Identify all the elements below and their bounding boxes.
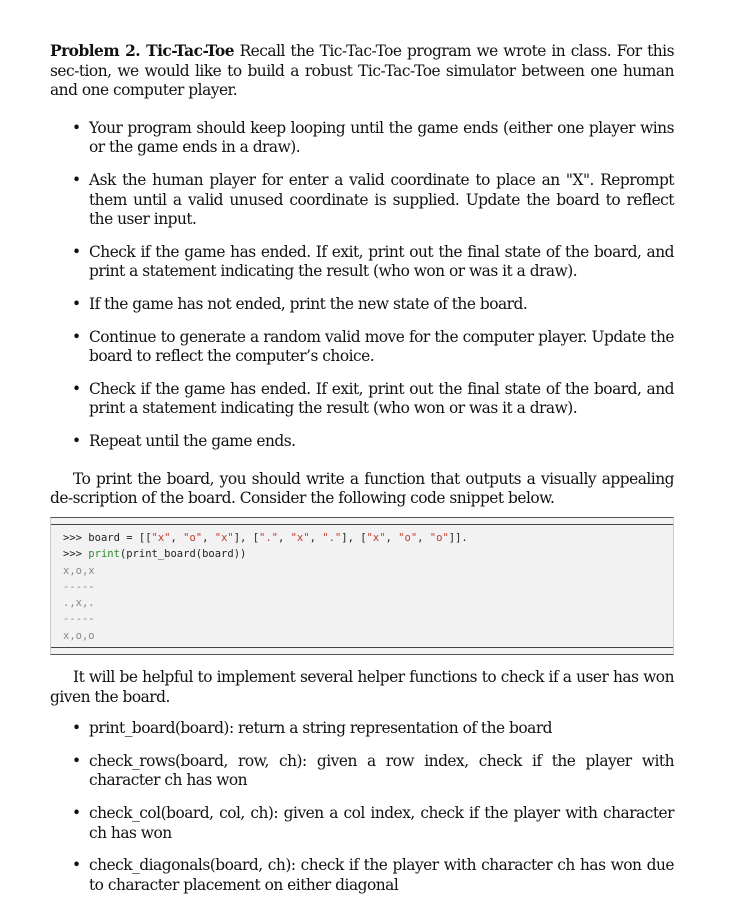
- problem-paragraph: [50, 42, 674, 101]
- list-item: • check_col(board, col, ch): given a col index, check if the player with character ch has won: [72, 803, 674, 842]
- list-item: • Check if the game has ended. If exit, print out the final state of the board, and print a statement indicating the result (who won or was it a draw).: [72, 242, 674, 281]
- bullet-icon: •: [72, 751, 81, 770]
- document-page-lower: [50, 668, 674, 895]
- code-output-line: .,x,.: [63, 597, 95, 610]
- list-item: • Repeat until the game ends.: [72, 431, 296, 450]
- bullet-icon: •: [72, 170, 81, 189]
- list-item: • Continue to generate a random valid move for the computer player. Update the board to reflect the computer’s choice.: [72, 327, 674, 366]
- list-item: • Check if the game has ended. If exit, print out the final state of the board, and print a statement indicating the result (who won or was it a draw).: [72, 379, 674, 418]
- bullet-icon: •: [72, 118, 81, 137]
- code-output-line: -----: [63, 580, 95, 593]
- bullet-icon: •: [72, 294, 81, 313]
- document-page: [50, 42, 674, 509]
- helpers-list: [50, 719, 674, 895]
- list-item: • Ask the human player for enter a valid coordinate to place an "X". Reprompt them until a valid unused coordinate is supplied. Update the board to reflect the user input.: [72, 170, 674, 229]
- code-output-line: -----: [63, 613, 95, 626]
- bullet-icon: •: [72, 803, 81, 822]
- problem-heading: Problem 2. Tic-Tac-Toe: [50, 42, 235, 60]
- code-output-line: x,o,x: [63, 564, 95, 577]
- code-rule-bottom: [51, 647, 673, 648]
- bullet-icon: •: [72, 431, 81, 450]
- list-item: • check_rows(board, row, ch): given a row index, check if the player with character ch has won: [72, 751, 674, 790]
- list-item: • Your program should keep looping until the game ends (either one player wins or the game ends in a draw).: [72, 118, 674, 157]
- code-output-line: x,o,o: [63, 629, 95, 642]
- list-item: • print_board(board): return a string representation of the board: [72, 719, 553, 738]
- bullet-icon: •: [72, 719, 81, 738]
- bullet-icon: •: [72, 242, 81, 261]
- print-intro-paragraph: To print the board, you should write a function that outputs a visually appealing de-scription of the board. Consider the following code snippet below.: [50, 469, 674, 508]
- code-snippet: [50, 517, 674, 655]
- list-item: • check_diagonals(board, ch): check if the player with character ch has won due to character placement on either diagonal: [72, 856, 674, 894]
- steps-list: [50, 119, 674, 452]
- bullet-icon: •: [72, 379, 81, 398]
- code-block: >>> board = [["x", "o", "x"], [".", "x", "."], ["x", "o", "o"]]. >>> print(print_board(board)) x,o,x ----- .,x,. ----- x,o,o: [63, 532, 468, 642]
- code-rule-top: [51, 524, 673, 525]
- list-item: • If the game has not ended, print the new state of the board.: [72, 294, 528, 313]
- helper-intro-paragraph: It will be helpful to implement several helper functions to check if a user has won given the board.: [50, 668, 674, 706]
- bullet-icon: •: [72, 856, 81, 875]
- bullet-icon: •: [72, 327, 81, 346]
- problem-intro: Recall the Tic-Tac-Toe program we wrote in class. For this sec-tion, we would like to build a robust Tic-Tac-Toe simulator between one human and one computer player.: [50, 42, 674, 100]
